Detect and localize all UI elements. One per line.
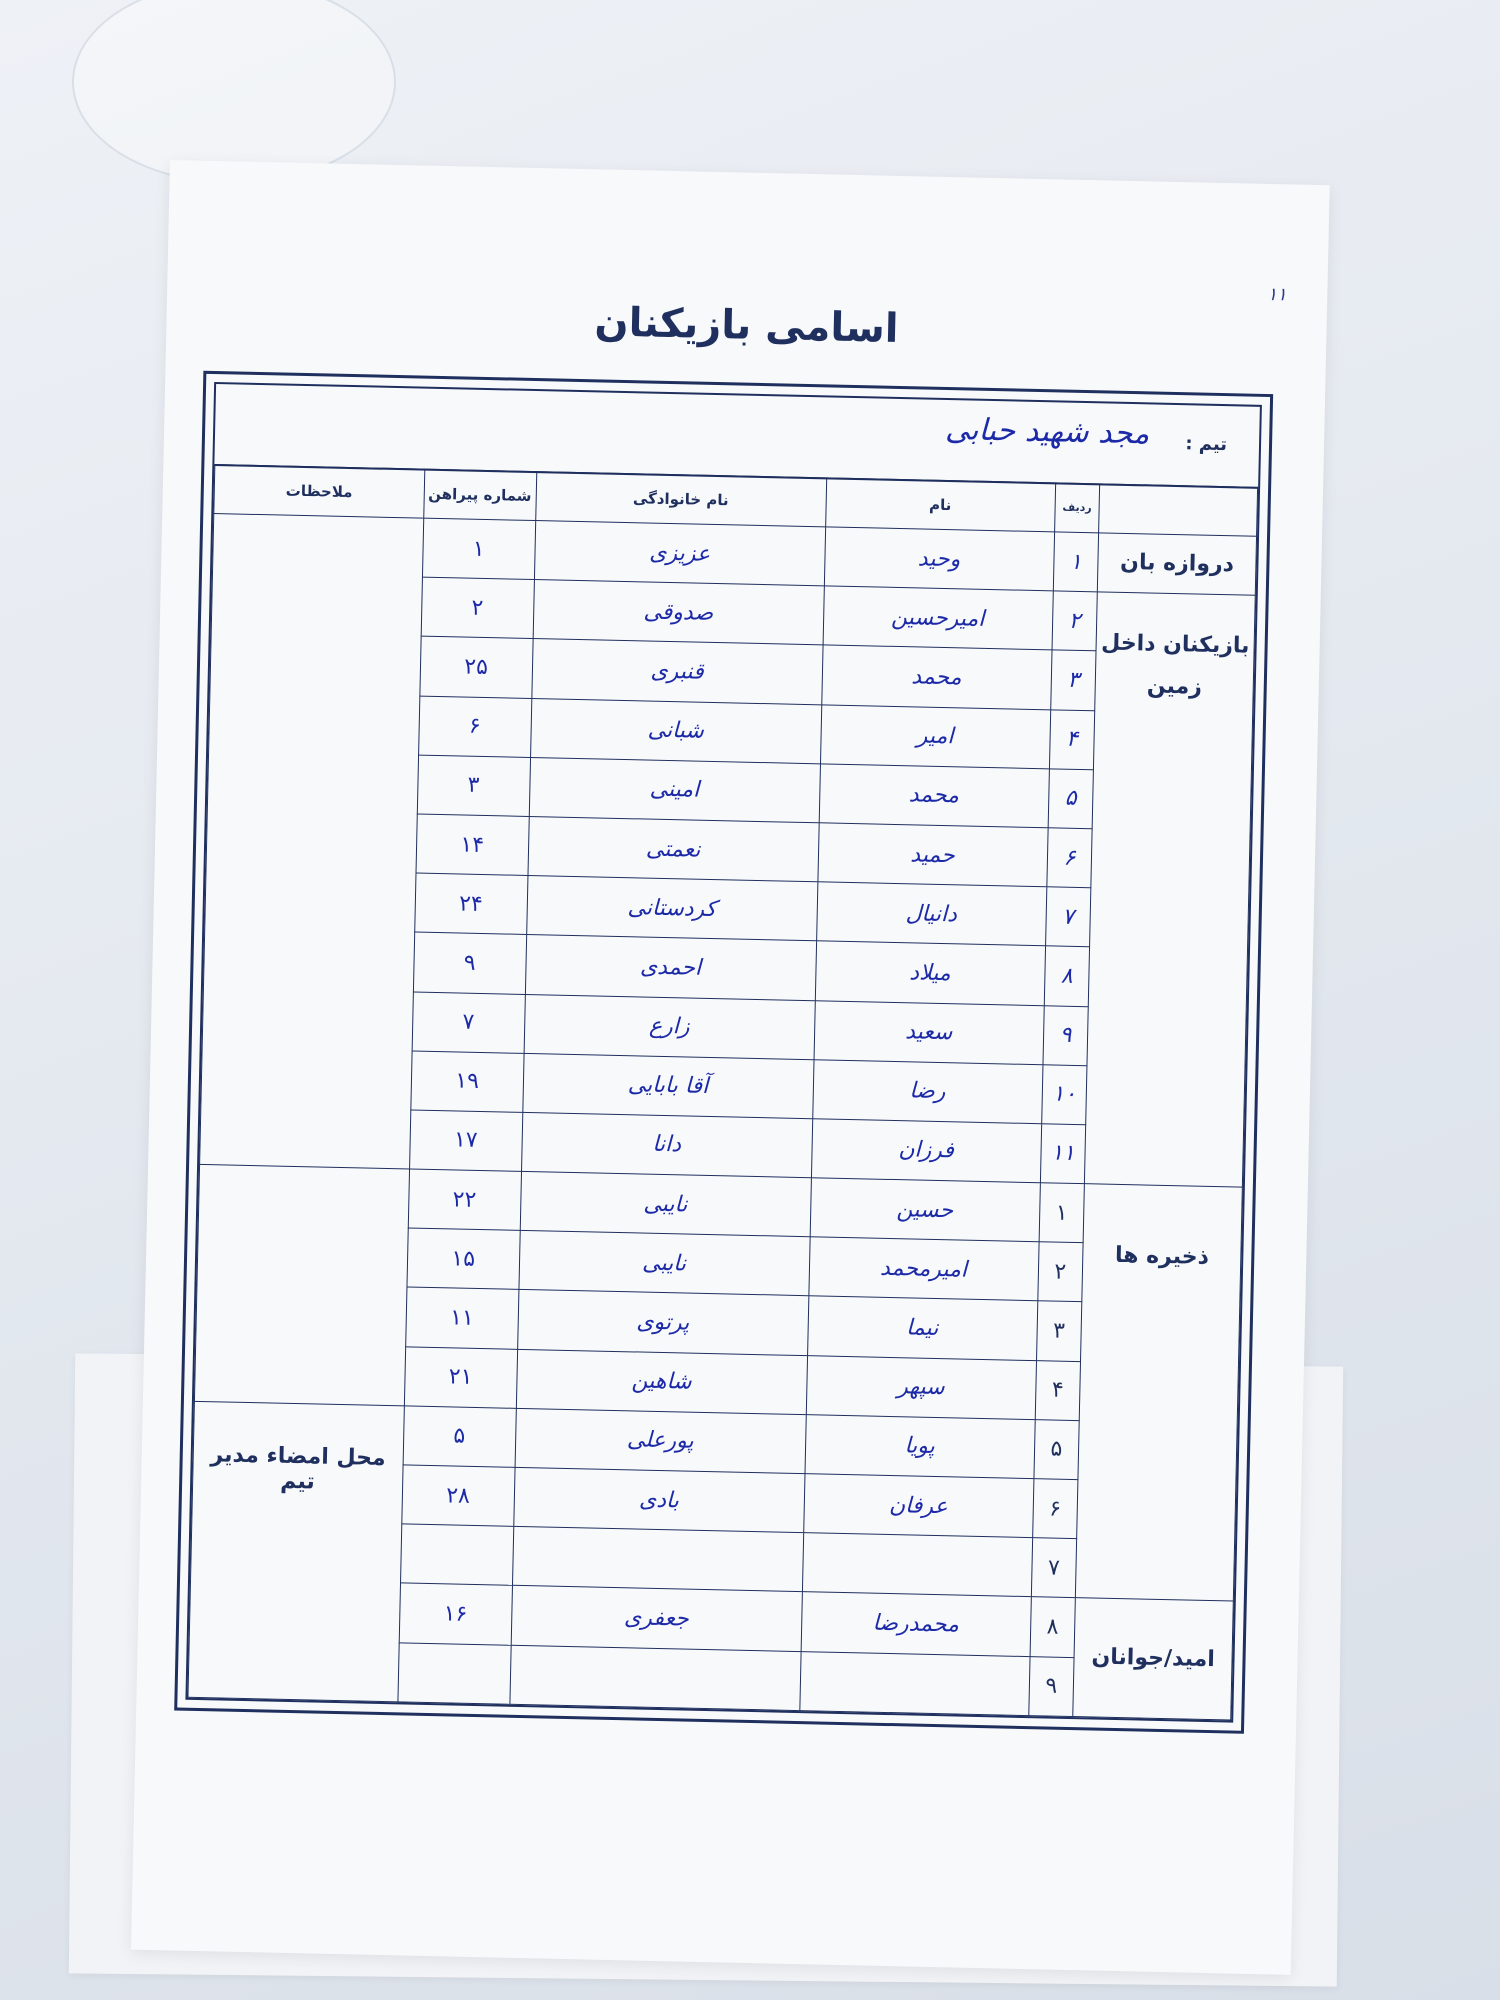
first-name-cell: امیر [820, 704, 1050, 768]
first-name-cell: حمید [817, 823, 1047, 887]
row-index: ۱۰ [1041, 1064, 1087, 1124]
first-name-cell: محمدرضا [801, 1592, 1031, 1656]
last-name-cell: نایبی [520, 1171, 811, 1236]
first-name-cell: رضا [812, 1059, 1042, 1123]
row-index: ۳ [1050, 650, 1096, 710]
last-name-cell: دانا [521, 1112, 812, 1177]
row-index: ۴ [1035, 1360, 1081, 1420]
last-name-cell: صدوقی [533, 580, 824, 645]
row-index: ۲ [1037, 1242, 1083, 1302]
row-index: ۹ [1042, 1005, 1088, 1065]
team-label: تیم : [1185, 433, 1228, 456]
last-name-cell: کردستانی [526, 876, 817, 941]
first-name-cell: میلاد [815, 941, 1045, 1005]
first-name-cell: سپهر [806, 1355, 1036, 1419]
first-name-cell: فرزان [811, 1119, 1041, 1183]
last-name-cell: شاهین [516, 1349, 807, 1414]
group-header [1099, 484, 1258, 536]
notes-cell-substitutes [194, 1164, 409, 1405]
row-index: ۸ [1044, 946, 1090, 1006]
first-name-cell: وحید [824, 527, 1054, 591]
jersey-cell: ۹ [413, 932, 526, 994]
corner-mark: ۱۱ [1267, 283, 1287, 306]
last-name-cell: نایبی [519, 1231, 810, 1296]
last-name-cell: زارع [524, 994, 815, 1059]
last-name-cell [509, 1645, 800, 1711]
jersey-cell: ۲۴ [414, 873, 527, 935]
roster-table [187, 464, 1258, 1720]
notes-cell-starters [200, 514, 424, 1169]
first-name-cell: امیرحسین [823, 586, 1053, 650]
row-index: ۱ [1039, 1183, 1085, 1243]
row-index: ۶ [1032, 1479, 1078, 1539]
row-index: ۳ [1036, 1301, 1082, 1361]
page-title: اسامی بازیکنان [594, 299, 900, 352]
roster-sheet [131, 160, 1330, 1975]
row-index: ۷ [1031, 1538, 1077, 1598]
roster-frame [174, 371, 1273, 1734]
jersey-cell: ۱۵ [407, 1228, 520, 1290]
last-name-cell: قنبری [531, 639, 822, 704]
first-name-cell: حسین [810, 1178, 1040, 1242]
jersey-cell: ۱۱ [405, 1287, 518, 1349]
last-name-header: نام خانوادگی [535, 472, 826, 527]
row-index: ۹ [1028, 1656, 1074, 1716]
jersey-cell: ۳ [417, 755, 530, 817]
background-disc [72, 0, 396, 184]
last-name-cell: جعفری [511, 1586, 802, 1651]
last-name-cell: آقا بابایی [522, 1053, 813, 1118]
row-index: ۱۱ [1040, 1124, 1086, 1184]
jersey-cell: ۱۴ [416, 814, 529, 876]
jersey-cell: ۲۸ [401, 1465, 514, 1527]
row-header: ردیف [1054, 483, 1100, 533]
last-name-cell [512, 1527, 803, 1592]
last-name-cell: شبانی [530, 698, 821, 763]
row-index: ۵ [1033, 1419, 1079, 1479]
first-name-header: نام [825, 478, 1055, 532]
row-index: ۶ [1046, 828, 1092, 888]
goalkeeper-group-label: دروازه بان [1098, 533, 1257, 596]
jersey-cell [400, 1524, 513, 1586]
jersey-cell: ۱۶ [399, 1583, 512, 1645]
jersey-cell: ۱۷ [409, 1110, 522, 1172]
jersey-cell: ۱۹ [410, 1051, 523, 1113]
first-name-cell: دانیال [816, 882, 1046, 946]
row-index: ۷ [1045, 887, 1091, 947]
last-name-cell: عزیزی [534, 521, 825, 586]
manager-signature-label: محل امضاء مدیر تیم [188, 1401, 404, 1702]
youth-group-label: امید/جوانان [1073, 1598, 1233, 1720]
notes-header: ملاحظات [214, 465, 425, 519]
first-name-cell [799, 1651, 1029, 1715]
first-name-cell: سعید [814, 1000, 1044, 1064]
last-name-cell: نعمتی [528, 816, 819, 881]
first-name-cell [802, 1533, 1032, 1597]
row-index: ۴ [1049, 709, 1095, 769]
jersey-cell: ۲ [421, 577, 534, 639]
team-name: مجد شهید حبابی [944, 411, 1150, 452]
last-name-cell: بادی [513, 1467, 804, 1532]
first-name-cell: امیرمحمد [808, 1237, 1038, 1301]
last-name-cell: امینی [529, 757, 820, 822]
last-name-cell: پرتوی [517, 1290, 808, 1355]
jersey-cell: ۱ [422, 518, 535, 580]
substitutes-group-label: ذخیره ها [1076, 1184, 1243, 1602]
jersey-cell: ۲۵ [420, 636, 533, 698]
jersey-cell: ۵ [403, 1406, 516, 1468]
first-name-cell: محمد [821, 645, 1051, 709]
first-name-cell: عرفان [803, 1474, 1033, 1538]
first-name-cell: پویا [805, 1414, 1035, 1478]
jersey-cell: ۲۱ [404, 1347, 517, 1409]
row-index: ۸ [1030, 1597, 1076, 1657]
jersey-cell: ۶ [418, 696, 531, 758]
row-index: ۵ [1048, 769, 1094, 829]
jersey-cell: ۲۲ [408, 1169, 521, 1231]
last-name-cell: احمدی [525, 935, 816, 1000]
row-index: ۲ [1052, 591, 1098, 651]
jersey-cell [398, 1642, 511, 1704]
first-name-cell: محمد [819, 764, 1049, 828]
jersey-header: شماره پیراهن [423, 469, 536, 520]
last-name-cell: پورعلی [515, 1408, 806, 1473]
row-index: ۱ [1053, 532, 1099, 592]
jersey-cell: ۷ [412, 992, 525, 1054]
first-name-cell: نیما [807, 1296, 1037, 1360]
roster-frame-inner [185, 382, 1262, 1723]
field-players-group-label: بازیکنان داخل زمین [1085, 592, 1256, 1187]
